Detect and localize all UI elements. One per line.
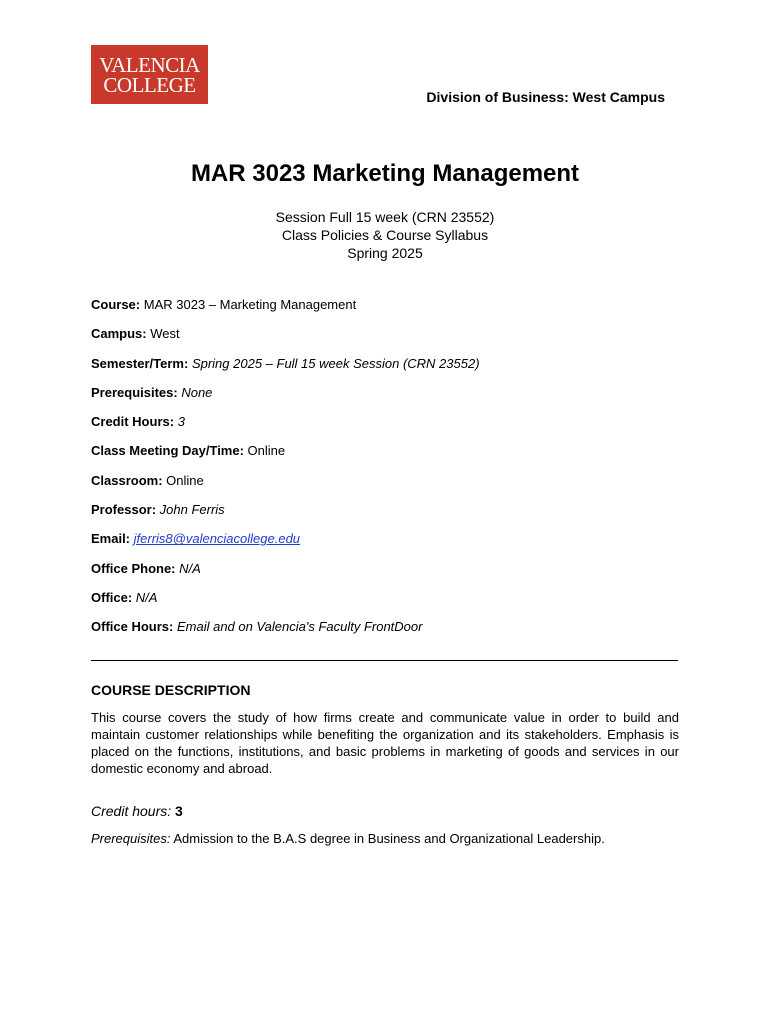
- horizontal-divider: [91, 660, 678, 661]
- info-row-credit-hours: [91, 413, 691, 442]
- division-heading: Division of Business: West Campus: [426, 89, 665, 105]
- info-label: Course:: [91, 297, 141, 312]
- info-row-classroom: [91, 472, 691, 501]
- info-value: MAR 3023 – Marketing Management: [143, 297, 357, 312]
- info-row-professor: [91, 501, 691, 530]
- subtitle-policies: Class Policies & Course Syllabus: [281, 227, 489, 243]
- course-info-list: [91, 296, 691, 648]
- info-value: Online: [166, 472, 204, 488]
- info-row-campus: [91, 325, 691, 354]
- info-value: John Ferris: [159, 502, 225, 518]
- info-row-course: [91, 296, 691, 325]
- info-label: Office Phone:: [91, 560, 176, 576]
- info-value: West: [150, 326, 180, 342]
- valencia-college-logo: [91, 45, 208, 104]
- credit-hours-value: 3: [175, 803, 183, 819]
- info-row-semester: [91, 355, 691, 384]
- course-description-heading: COURSE DESCRIPTION: [91, 682, 251, 698]
- prerequisites-line: [91, 831, 605, 846]
- info-label: Office Hours:: [91, 619, 174, 635]
- logo-line-college: COLLEGE: [103, 72, 196, 97]
- subtitle-block: [0, 208, 770, 262]
- info-value: Online: [247, 443, 286, 459]
- logo-line-valencia: VALENCIA: [99, 52, 200, 77]
- info-value: N/A: [179, 560, 201, 576]
- info-label: Professor:: [91, 502, 157, 518]
- info-value: Email and on Valencia's Faculty FrontDoor: [176, 619, 423, 635]
- credit-hours-line: [91, 803, 183, 819]
- page-title: MAR 3023 Marketing Management: [190, 160, 580, 187]
- info-row-meeting-time: [91, 442, 691, 471]
- info-row-office: [91, 589, 691, 618]
- info-label: Semester/Term:: [91, 355, 189, 371]
- email-link[interactable]: jferris8@valenciacollege.edu: [133, 531, 301, 547]
- info-row-email: [91, 530, 691, 559]
- prerequisites-value: Admission to the B.A.S degree in Business and Organizational Leadership.: [173, 831, 605, 846]
- credit-hours-label: Credit hours:: [91, 803, 172, 819]
- info-row-office-phone: [91, 560, 691, 589]
- info-value: None: [181, 384, 213, 400]
- course-description-body: This course covers the study of how firms create and communicate value in order to build and maintain customer relationships while benefiting the organization and its stakeholders. Emphasis is placed on the functions, institutions, and basic problems in marketing of goods and services in our domestic economy and abroad.: [91, 710, 679, 776]
- prerequisites-label: Prerequisites:: [91, 831, 171, 846]
- info-value: 3: [177, 414, 185, 430]
- info-label: Campus:: [91, 326, 147, 342]
- info-label: Office:: [91, 589, 133, 605]
- info-label: Credit Hours:: [91, 414, 175, 430]
- info-row-office-hours: [91, 618, 691, 647]
- subtitle-session: Session Full 15 week (CRN 23552): [275, 209, 495, 225]
- info-label: Prerequisites:: [91, 384, 178, 400]
- info-label: Classroom:: [91, 472, 163, 488]
- info-label: Email:: [91, 531, 131, 547]
- info-value: Spring 2025 – Full 15 week Session (CRN 23552): [191, 355, 480, 371]
- subtitle-term: Spring 2025: [347, 245, 423, 261]
- info-row-prerequisites: [91, 384, 691, 413]
- info-value: N/A: [135, 589, 158, 605]
- info-label: Class Meeting Day/Time:: [91, 443, 244, 459]
